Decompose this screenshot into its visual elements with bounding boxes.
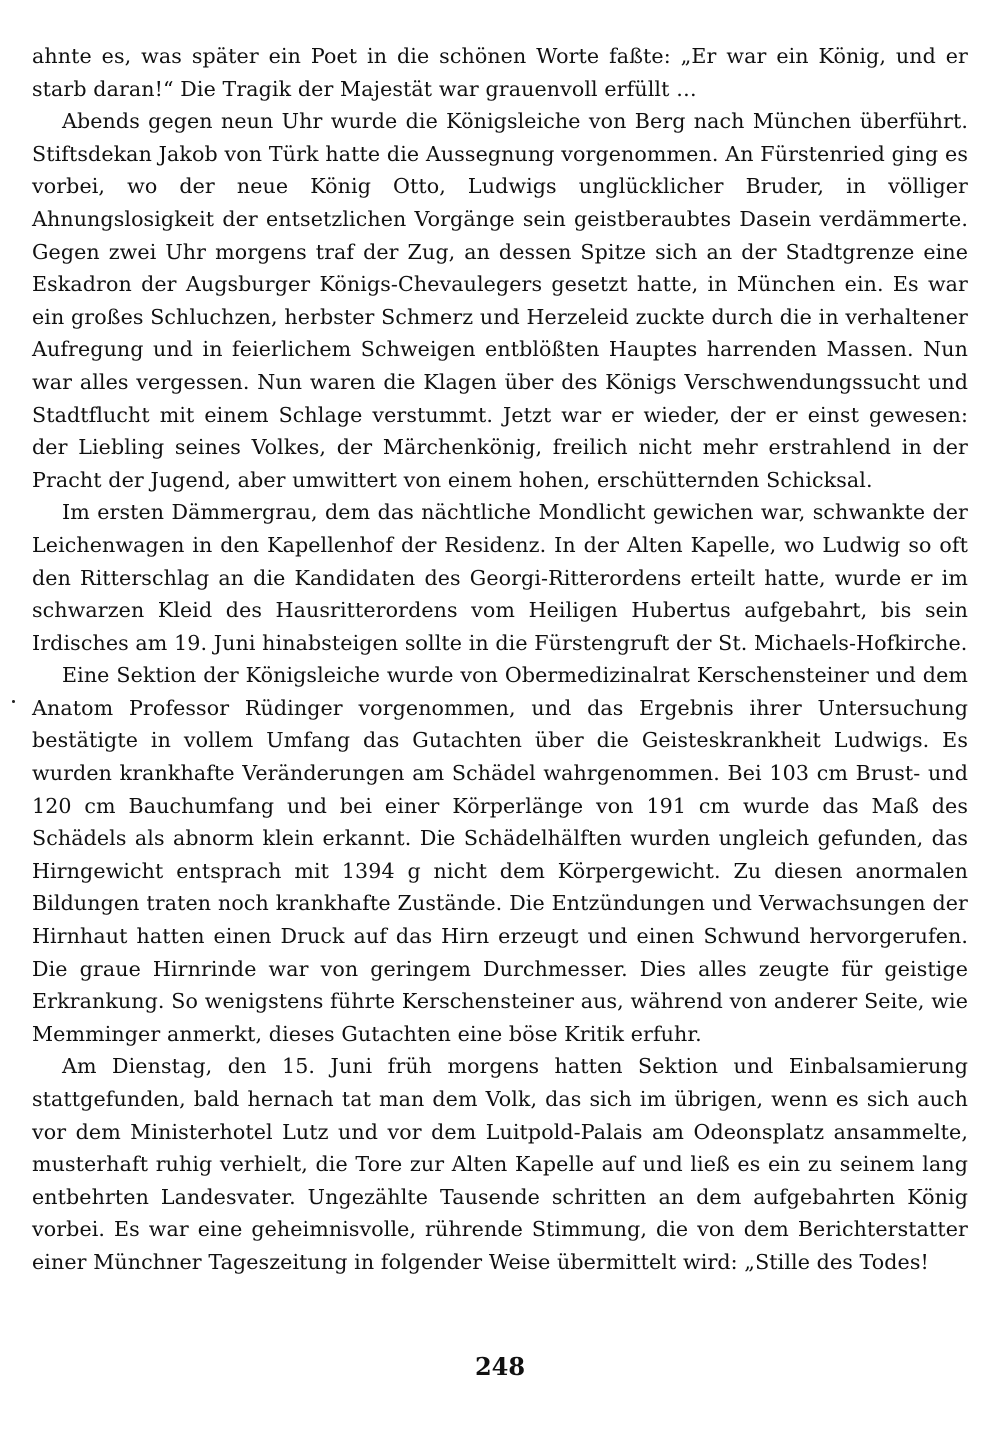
paragraph-3: Im ersten Dämmergrau, dem das nächtliche Mondlicht gewichen war, schwankte der Leichenwagen in den Kapellenhof der Residenz. In der Alten Kapelle, wo Ludwig so oft den Ritterschlag an die Kandidaten des Georgi-Ritterordens erteilt hatte, wurde er im schwarzen Kleid des Hausritterordens vom Heiligen Hubertus aufgebahrt, bis sein Irdisches am 19. Juni hinabsteigen sollte in die Fürstengruft der St. Michaels-Hofkirche. (32, 500, 968, 655)
page-number: 248 (474, 1352, 526, 1381)
paragraph-4: Eine Sektion der Königsleiche wurde von Obermedizinalrat Kerschensteiner und dem Anatom Professor Rüdinger vorgenommen, und das Ergebnis ihrer Untersuchung bestätigte in vollem Umfang das Gutachten über die Geisteskrankheit Ludwigs. Es wurden krankhafte Veränderungen am Schädel wahrgenommen. Bei 103 cm Brust- und 120 cm Bauchumfang und bei einer Körperlänge von 191 cm wurde das Maß des Schädels als abnorm klein erkannt. Die Schädelhälften wurden ungleich gefunden, das Hirngewicht entsprach mit 1394 g nicht dem Körpergewicht. Zu diesen anormalen Bildungen traten noch krankhafte Zustände. Die Entzündungen und Verwachsungen der Hirnhaut hatten einen Druck auf das Hirn erzeugt und einen Schwund hervorgerufen. Die graue Hirnrinde war von geringem Durchmesser. Dies alles zeugte für geistige Erkrankung. So wenigstens führte Kerschensteiner aus, während von anderer Seite, wie Memminger anmerkt, dieses Gutachten eine böse Kritik erfuhr. (32, 663, 968, 1046)
paragraph-5: Am Dienstag, den 15. Juni früh morgens hatten Sektion und Einbalsamierung stattgefunden, bald hernach tat man dem Volk, das sich im übrigen, wenn es sich auch vor dem Ministerhotel Lutz und vor dem Luitpold-Palais am Odeonsplatz ansammelte, musterhaft ruhig verhielt, die Tore zur Alten Kapelle auf und ließ es ein zu seinem lang entbehrten Landesvater. Ungezählte Tausende schritten an dem aufgebahrten König vorbei. Es war eine geheimnisvolle, rührende Stimmung, die von dem Berichterstatter einer Münchner Tageszeitung in folgender Weise übermittelt wird: „Stille des Todes! (32, 1054, 968, 1274)
paragraph-1: ahnte es, was später ein Poet in die schönen Worte faßte: „Er war ein König, und er starb daran!“ Die Tragik der Majestät war grauenvoll erfüllt … (32, 44, 968, 101)
page-body (32, 40, 968, 1279)
margin-mark (12, 700, 15, 703)
paragraph-2: Abends gegen neun Uhr wurde die Königsleiche von Berg nach München überführt. Stiftsdekan Jakob von Türk hatte die Aussegnung vorgenommen. An Fürstenried ging es vorbei, wo der neue König Otto, Ludwigs unglücklicher Bruder, in völliger Ahnungslosigkeit der entsetzlichen Vorgänge sein geistberaubtes Dasein verdämmerte. Gegen zwei Uhr morgens traf der Zug, an dessen Spitze sich an der Stadtgrenze eine Eskadron der Augsburger Königs-Chevaulegers gesetzt hatte, in München ein. Es war ein großes Schluchzen, herbster Schmerz und Herzeleid zuckte durch die in verhaltener Aufregung und in feierlichem Schweigen entblößten Hauptes harrenden Massen. Nun war alles vergessen. Nun waren die Klagen über des Königs Verschwendungssucht und Stadtflucht mit einem Schlage verstummt. Jetzt war er wieder, der er einst gewesen: der Liebling seines Volkes, der Märchenkönig, freilich nicht mehr erstrahlend in der Pracht der Jugend, aber umwittert von einem hohen, erschütternden Schicksal. (32, 109, 968, 492)
